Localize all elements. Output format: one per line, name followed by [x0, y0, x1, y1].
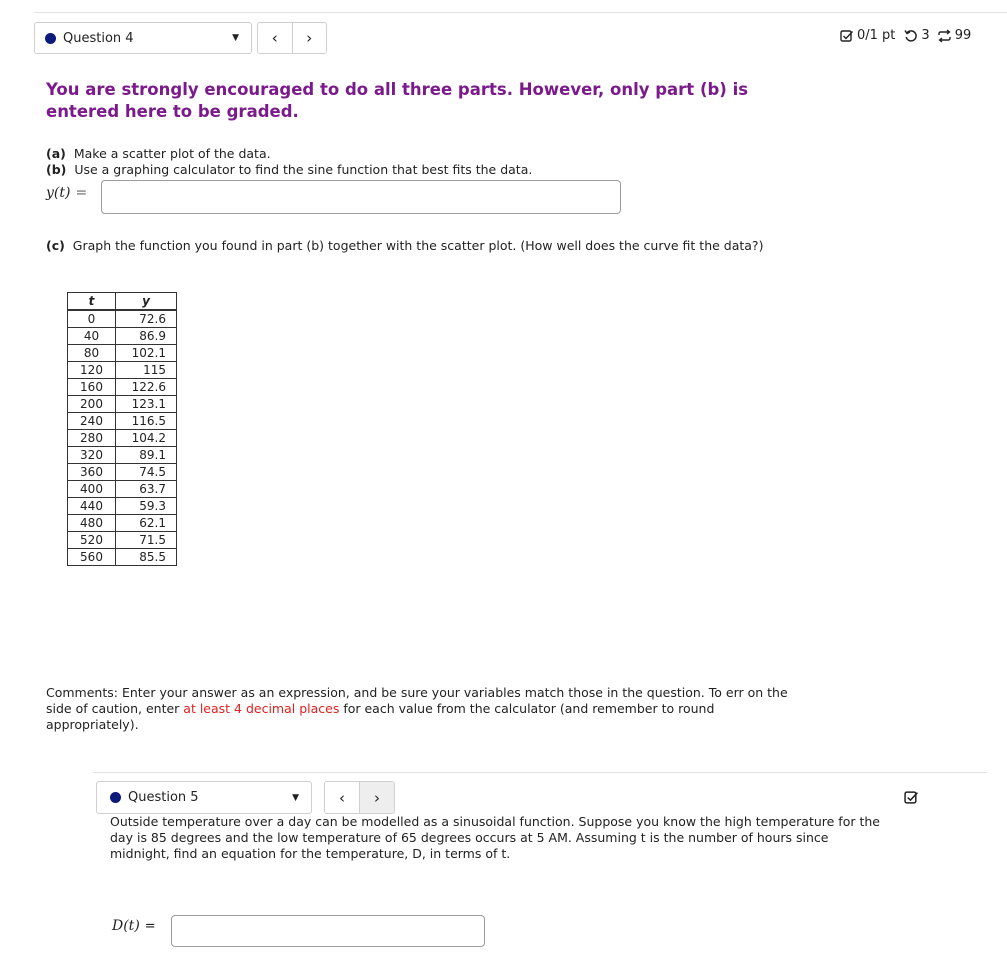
answer-input-d[interactable]	[171, 915, 485, 947]
table-cell-y: 85.5	[116, 549, 177, 566]
chevron-right-icon: ›	[306, 29, 313, 47]
question-5-selector[interactable]	[96, 781, 312, 814]
comments-suffix: for each value from the calculator (and remember to round appropriately).	[46, 701, 715, 732]
part-a-label: (a)	[46, 146, 66, 161]
table-row	[68, 328, 177, 345]
table-cell-t: 480	[68, 515, 116, 532]
status-dot-icon	[110, 792, 121, 803]
checkbox-icon	[840, 29, 854, 43]
table-row	[68, 396, 177, 413]
answer-input-y[interactable]	[101, 180, 621, 214]
answer-row-q4	[46, 185, 87, 201]
top-divider	[34, 12, 1007, 13]
comments-text	[46, 685, 806, 733]
table-cell-t: 520	[68, 532, 116, 549]
chevron-right-icon: ›	[374, 788, 380, 807]
chevron-left-icon: ‹	[271, 29, 278, 47]
next-question-button[interactable]	[292, 23, 327, 53]
table-cell-t: 240	[68, 413, 116, 430]
table-row	[68, 532, 177, 549]
answer-equals: =	[75, 185, 88, 201]
checkbox-icon	[904, 790, 919, 805]
next-question-button[interactable]	[359, 782, 394, 813]
table-cell-y: 63.7	[116, 481, 177, 498]
table-cell-t: 0	[68, 310, 116, 328]
retry-icon	[904, 29, 918, 43]
dropdown-caret-icon: ▼	[232, 33, 239, 43]
score-text: 0/1 pt	[857, 28, 896, 43]
question-5-nav	[324, 781, 395, 814]
table-row	[68, 481, 177, 498]
table-cell-y: 122.6	[116, 379, 177, 396]
answer-label-y: y(t)	[46, 185, 71, 201]
table-cell-y: 59.3	[116, 498, 177, 515]
table-cell-y: 86.9	[116, 328, 177, 345]
table-cell-t: 440	[68, 498, 116, 515]
comments-prefix: Comments: Enter your answer as an expression, and be sure your variables match those in the question. To err on the side of caution, enter	[46, 685, 788, 716]
question-4-status	[840, 28, 971, 43]
table-cell-t: 80	[68, 345, 116, 362]
repeat-icon	[937, 29, 952, 43]
table-row	[68, 345, 177, 362]
attempts-count: 99	[954, 28, 972, 43]
table-cell-t: 120	[68, 362, 116, 379]
table-cell-t: 320	[68, 447, 116, 464]
table-row	[68, 362, 177, 379]
part-c-text: Graph the function you found in part (b) together with the scatter plot. (How well does the curve fit the data?)	[72, 238, 764, 253]
status-dot-icon	[45, 33, 56, 44]
table-row	[68, 464, 177, 481]
dropdown-caret-icon: ▼	[292, 792, 299, 803]
table-row	[68, 379, 177, 396]
table-cell-y: 115	[116, 362, 177, 379]
table-cell-t: 280	[68, 430, 116, 447]
question-4-selector-label: Question 4	[63, 30, 134, 46]
chevron-left-icon: ‹	[339, 788, 345, 807]
table-cell-y: 62.1	[116, 515, 177, 532]
table-cell-y: 104.2	[116, 430, 177, 447]
instruction-text: You are strongly encouraged to do all three parts. However, only part (b) is entered here to be graded.	[46, 80, 749, 121]
table-row	[68, 430, 177, 447]
part-a	[46, 146, 271, 162]
previous-question-button[interactable]	[258, 23, 292, 53]
comments-highlight: at least 4 decimal places	[183, 701, 340, 716]
table-row	[68, 310, 177, 328]
table-header-y: y	[116, 293, 177, 311]
table-row	[68, 549, 177, 566]
question-5-text: Outside temperature over a day can be modelled as a sinusoidal function. Suppose you know the high temperature for the day is 85 degrees and the low temperature of 65 degrees occurs at 5 AM. Assuming t is the number of hours since midnight, find an equation for the temperature, D, in terms of t.	[110, 814, 880, 861]
part-b	[46, 162, 532, 178]
answer-equals: =	[144, 918, 156, 934]
part-c-label: (c)	[46, 238, 65, 253]
data-table	[67, 292, 177, 566]
table-row	[68, 447, 177, 464]
table-cell-t: 40	[68, 328, 116, 345]
answer-label-d: D(t)	[112, 918, 140, 934]
table-cell-y: 123.1	[116, 396, 177, 413]
table-header-row	[68, 293, 177, 311]
table-row	[68, 498, 177, 515]
table-cell-t: 200	[68, 396, 116, 413]
part-c	[46, 238, 806, 254]
question-4-nav	[257, 22, 327, 54]
table-cell-t: 160	[68, 379, 116, 396]
answer-row-q5	[112, 918, 156, 934]
table-cell-t: 360	[68, 464, 116, 481]
retries-count: 3	[921, 28, 930, 43]
table-cell-y: 72.6	[116, 310, 177, 328]
part-a-text: Make a scatter plot of the data.	[73, 146, 271, 161]
table-cell-t: 400	[68, 481, 116, 498]
table-header-t: t	[68, 293, 116, 311]
part-b-text: Use a graphing calculator to find the sine function that best fits the data.	[74, 162, 533, 177]
table-cell-t: 560	[68, 549, 116, 566]
previous-question-button[interactable]	[325, 782, 359, 813]
table-cell-y: 89.1	[116, 447, 177, 464]
table-cell-y: 102.1	[116, 345, 177, 362]
table-row	[68, 515, 177, 532]
table-cell-y: 74.5	[116, 464, 177, 481]
table-row	[68, 413, 177, 430]
table-cell-y: 71.5	[116, 532, 177, 549]
question-5-divider	[93, 772, 987, 773]
table-cell-y: 116.5	[116, 413, 177, 430]
part-b-label: (b)	[46, 162, 67, 177]
question-4-selector[interactable]	[34, 22, 252, 54]
question-5-selector-label: Question 5	[128, 790, 199, 805]
